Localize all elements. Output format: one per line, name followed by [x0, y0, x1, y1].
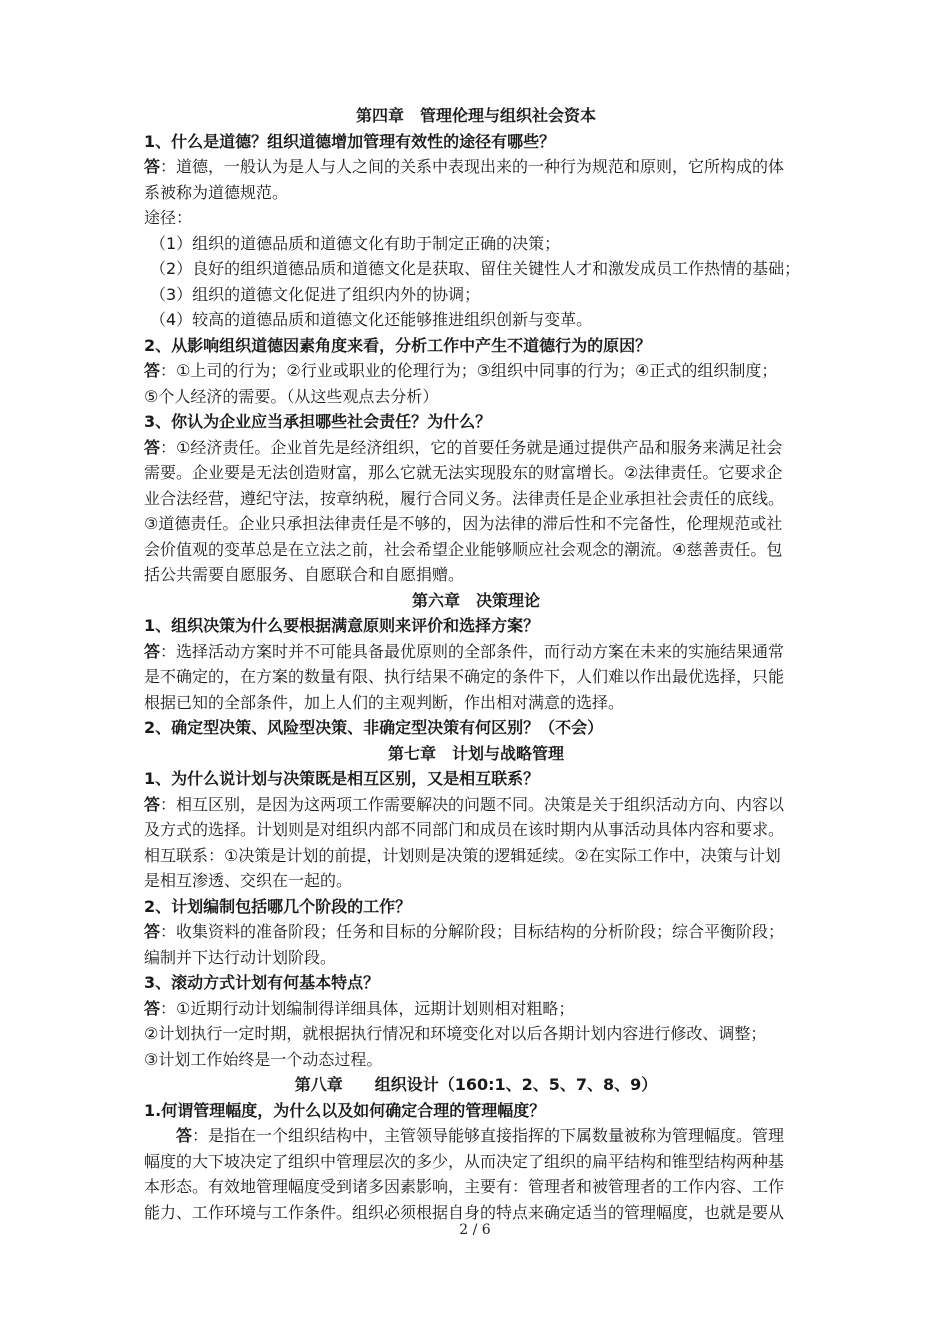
ch7-answer-2-line-2: 编制并下达行动计划阶段。	[144, 947, 337, 967]
ch7-answer-3-line-3: ③计划工作始终是一个动态过程。	[144, 1049, 383, 1069]
ch7-question-3: 3、滚动方式计划有何基本特点？	[144, 973, 380, 992]
ch8-question-1: 1.何谓管理幅度，为什么以及如何确定合理的管理幅度？	[144, 1100, 546, 1120]
ch6-answer-1-line-3: 根据已知的全部条件，加上人们的主观判断，作出相对满意的选择。	[144, 692, 625, 712]
answer-label: 答	[144, 641, 161, 661]
answer-label: 答	[176, 1126, 193, 1145]
ch4-answer-1-line-1	[144, 154, 808, 180]
ch7-answer-3-line-1	[144, 996, 808, 1022]
ch6-question-2: 2、确定型决策、风险型决策、非确定型决策有何区别？（不会）	[144, 718, 604, 737]
ch4-path-item-4: （4）较高的道德品质和道德文化还能够推进组织创新与变革。	[150, 310, 593, 329]
chapter-4-title: 第四章 管理伦理与组织社会资本	[355, 106, 596, 125]
ch4-path-item-3: （3）组织的道德文化促进了组织内外的协调；	[150, 284, 481, 304]
ch6-question-1: 1、组织决策为什么要根据满意原则来评价和选择方案？	[144, 616, 540, 635]
ch8-answer-1-line-4: 能力、工作环境与工作条件。组织必须根据自身的特点来确定适当的管理幅度，也就是要从	[144, 1202, 785, 1222]
chapter-7-title: 第七章 计划与战略管理	[387, 743, 564, 763]
ch8-answer-1-line-3: 本形态。有效地管理幅度受到诸多因素影响，主要有：管理者和被管理者的工作内容、工作	[144, 1177, 785, 1196]
answer-text: ：①上司的行为；②行业或职业的伦理行为；③组织中同事的行为；④正式的组织制度；	[160, 361, 778, 380]
page-content	[144, 103, 808, 1225]
ch4-answer-3-line-4: ③道德责任。企业只承担法律责任是不够的，因为法律的滞后性和不完备性，伦理规范或社	[144, 514, 783, 533]
chapter-6-title: 第六章 决策理论	[411, 590, 540, 610]
answer-label: 答	[144, 922, 161, 941]
answer-label: 答	[144, 794, 161, 814]
answer-label: 答	[144, 998, 161, 1018]
answer-label: 答	[144, 437, 161, 457]
ch4-question-3: 3、你认为企业应当承担哪些社会责任？为什么？	[144, 412, 492, 431]
ch6-answer-1-line-1	[144, 639, 808, 665]
ch7-question-1: 1、为什么说计划与决策既是相互区别，又是相互联系？	[144, 769, 540, 788]
ch8-answer-1-line-2: 幅度的大下坡决定了组织中管理层次的多少，从而决定了组织的扁平结构和锥型结构两种基	[144, 1151, 785, 1171]
answer-text: ：道德，一般认为是人与人之间的关系中表现出来的一种行为规范和原则，它所构成的体	[160, 157, 785, 176]
ch7-answer-1-line-2: 及方式的选择。计划则是对组织内部不同部门和成员在该时期内从事活动具体内容和要求。	[144, 820, 785, 839]
ch7-answer-1-line-1	[144, 792, 808, 818]
ch7-question-2: 2、计划编制包括哪几个阶段的工作？	[144, 896, 412, 916]
ch7-answer-1-line-3: 相互联系：①决策是计划的前提，计划则是决策的逻辑延续。②在实际工作中，决策与计划	[144, 845, 781, 865]
ch4-answer-3-line-5: 会价值观的变革总是在立法之前，社会希望企业能够顺应社会观念的潮流。④慈善责任。包	[144, 539, 783, 559]
ch4-path-item-2: （2）良好的组织道德品质和道德文化是获取、留住关键性人才和激发成员工作热情的基础；	[150, 259, 801, 278]
answer-text: ：收集资料的准备阶段；任务和目标的分解阶段；目标结构的分析阶段；综合平衡阶段；	[160, 922, 785, 941]
answer-text: ：相互区别，是因为这两项工作需要解决的问题不同。决策是关于组织活动方向、内容以	[160, 794, 785, 814]
ch4-answer-3-line-3: 业合法经营，遵纪守法，按章纳税，履行合同义务。法律责任是企业承担社会责任的底线。	[144, 488, 785, 508]
answer-label: 答	[144, 157, 161, 176]
ch8-answer-1-line-1	[144, 1123, 808, 1149]
answer-text: ：是指在一个组织结构中，主管领导能够直接指挥的下属数量被称为管理幅度。管理	[192, 1126, 785, 1145]
ch4-answer-3-line-2: 需要。企业要是无法创造财富，那么它就无法实现股东的财富增长。②法律责任。它要求企	[144, 463, 783, 482]
ch4-answer-1-line-2: 系被称为道德规范。	[144, 182, 289, 202]
answer-text: ：①经济责任。企业首先是经济组织，它的首要任务就是通过提供产品和服务来满足社会	[160, 437, 783, 457]
ch7-answer-3-line-2: ②计划执行一定时期，就根据执行情况和环境变化对以后各期计划内容进行修改、调整；	[144, 1024, 767, 1043]
ch4-question-1: 1、什么是道德？组织道德增加管理有效性的途径有哪些？	[144, 131, 556, 151]
ch6-answer-1-line-2: 是不确定的，在方案的数量有限、执行结果不确定的条件下，人们难以作出最优选择，只能	[144, 667, 785, 686]
ch4-answer-3-line-6: 括公共需要自愿服务、自愿联合和自愿捐赠。	[144, 565, 465, 584]
page-number: 2 / 6	[459, 1222, 491, 1238]
ch4-answer-3-line-1	[144, 435, 808, 461]
chapter-8-title: 第八章 组织设计（160:1、2、5、7、8、9）	[294, 1075, 658, 1094]
ch4-answer-2-line-2: ⑤个人经济的需要。（从这些观点去分析）	[144, 386, 439, 406]
ch7-answer-1-line-4: 是相互渗透、交织在一起的。	[144, 871, 353, 890]
answer-text: ：选择活动方案时并不可能具备最优原则的全部条件，而行动方案在未来的实施结果通常	[160, 641, 785, 661]
ch4-question-2: 2、从影响组织道德因素角度来看，分析工作中产生不道德行为的原因？	[144, 335, 652, 355]
ch7-answer-2-line-1	[144, 919, 808, 945]
ch4-answer-2-line-1	[144, 358, 808, 384]
answer-text: ：①近期行动计划编制得详细具体，远期计划则相对粗略；	[160, 998, 575, 1018]
ch4-path-item-1: （1）组织的道德品质和道德文化有助于制定正确的决策；	[150, 233, 561, 253]
answer-label: 答	[144, 361, 161, 380]
ch4-path-label: 途径：	[144, 208, 193, 227]
